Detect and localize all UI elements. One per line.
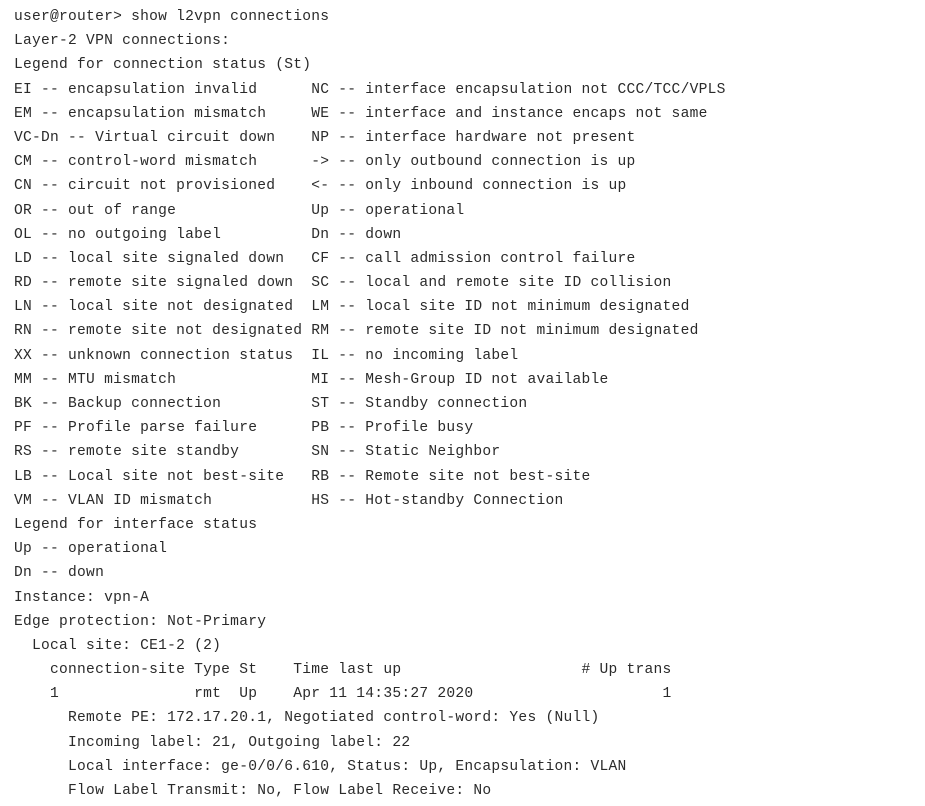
output-line: LN -- local site not designated LM -- local site ID not minimum designated — [14, 299, 690, 316]
output-line: Dn -- down — [14, 565, 105, 582]
terminal-lines — [14, 5, 726, 803]
output-line: OR -- out of range Up -- operational — [14, 202, 465, 219]
output-line: Legend for interface status — [14, 516, 258, 533]
output-line: Instance: vpn-A — [14, 589, 150, 606]
output-line: Local site: CE1-2 (2) — [14, 637, 222, 654]
output-line: OL -- no outgoing label Dn -- down — [14, 226, 402, 243]
command-line: user@router> show l2vpn connections — [14, 9, 330, 25]
output-line: Remote PE: 172.17.20.1, Negotiated control-word: Yes (Null) — [14, 710, 600, 727]
output-line: EI -- encapsulation invalid NC -- interface encapsulation not CCC/TCC/VPLS — [14, 81, 726, 98]
output-line: Up -- operational — [14, 541, 168, 558]
output-line: EM -- encapsulation mismatch WE -- interface and instance encaps not same — [14, 105, 708, 122]
output-line: CN -- circuit not provisioned <- -- only inbound connection is up — [14, 178, 627, 195]
output-line: connection-site Type St Time last up # Up trans — [14, 662, 672, 679]
output-line: RN -- remote site not designated RM -- remote site ID not minimum designated — [14, 323, 699, 340]
output-line: CM -- control-word mismatch -> -- only outbound connection is up — [14, 154, 636, 171]
output-line: XX -- unknown connection status IL -- no incoming label — [14, 347, 519, 364]
output-line: PF -- Profile parse failure PB -- Profile busy — [14, 420, 474, 437]
output-line: RS -- remote site standby SN -- Static Neighbor — [14, 444, 501, 461]
output-line: LD -- local site signaled down CF -- call admission control failure — [14, 250, 636, 267]
output-line: Flow Label Transmit: No, Flow Label Receive: No — [14, 783, 492, 799]
output-line: BK -- Backup connection ST -- Standby connection — [14, 396, 528, 412]
output-line: RD -- remote site signaled down SC -- local and remote site ID collision — [14, 275, 672, 292]
output-line: MM -- MTU mismatch MI -- Mesh-Group ID not available — [14, 371, 609, 388]
output-line: Incoming label: 21, Outgoing label: 22 — [14, 734, 411, 751]
output-line: Edge protection: Not-Primary — [14, 613, 267, 630]
output-line: 1 rmt Up Apr 11 14:35:27 2020 1 — [14, 686, 672, 703]
output-line: Layer-2 VPN connections: — [14, 33, 231, 50]
output-line: Local interface: ge-0/0/6.610, Status: Up, Encapsulation: VLAN — [14, 758, 627, 775]
output-line: VM -- VLAN ID mismatch HS -- Hot-standby Connection — [14, 492, 564, 509]
output-line: VC-Dn -- Virtual circuit down NP -- interface hardware not present — [14, 129, 636, 146]
output-line: Legend for connection status (St) — [14, 57, 312, 74]
output-line: LB -- Local site not best-site RB -- Remote site not best-site — [14, 468, 591, 485]
